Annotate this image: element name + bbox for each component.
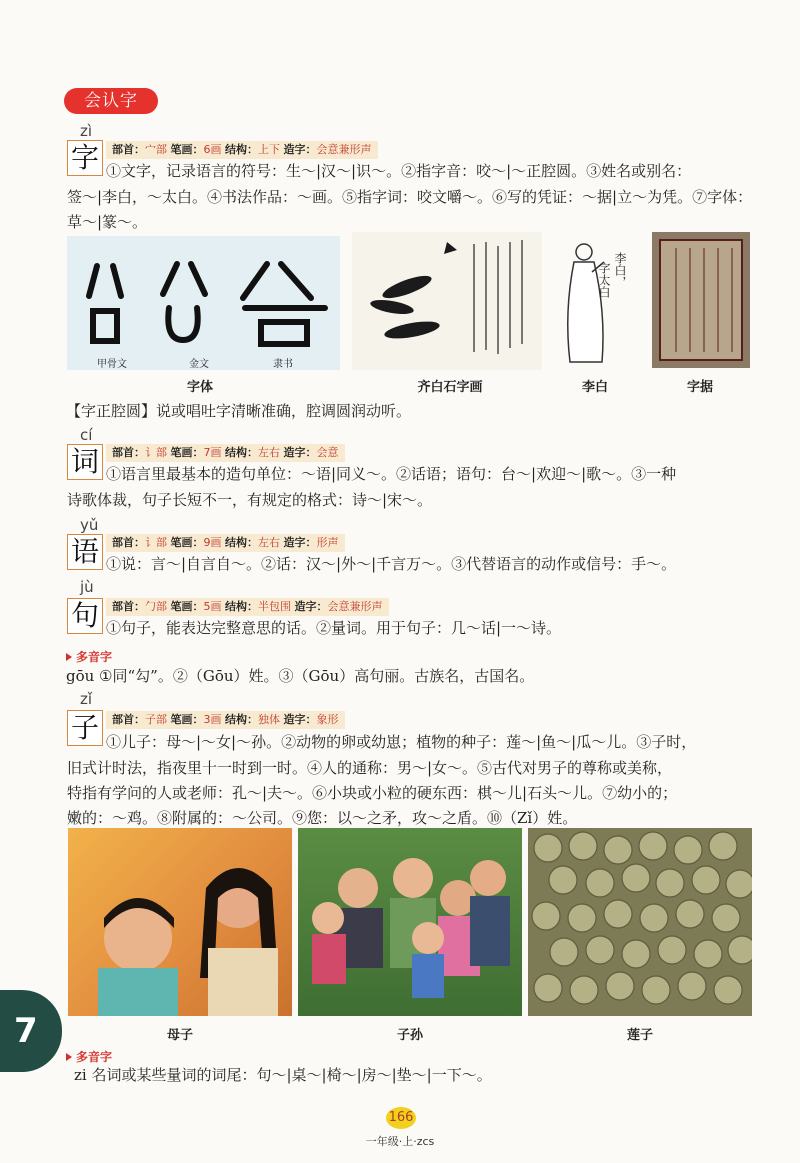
- definition-yu-line1: ①说：言～|自言自～。②话：汉～|外～|千言万～。③代替语言的动作或信号：手～。: [106, 555, 677, 573]
- label-lishu: 隶书: [273, 359, 293, 370]
- caption-muzi: 母子: [166, 1028, 193, 1043]
- photo-lotus-seeds: [528, 828, 752, 1016]
- char-info-zi3: 部首：子部 笔画：3画 结构：独体 造字：象形: [106, 711, 345, 729]
- definition-ju-line1: ①句子，能表达完整意思的话。②量词。用于句子：几～话|一～诗。: [106, 619, 562, 637]
- photo-mother-son: [68, 828, 292, 1016]
- char-box-yu: 语: [67, 534, 103, 570]
- script-evolution-image: [67, 236, 340, 370]
- qibaishi-painting-image: [352, 232, 542, 370]
- definition-zi-line3: 草～|篆～。: [67, 213, 148, 231]
- char-info-ju: 部首：勹部 笔画：5画 结构：半包围 造字：会意兼形声: [106, 598, 389, 616]
- lotus-seeds-illustration: [528, 828, 752, 1016]
- ancient-script-glyphs: [67, 236, 340, 370]
- pinyin-ci: cí: [80, 426, 93, 444]
- definition-ci-line2: 诗歌体裁，句子长短不一，有规定的格式：诗～|宋～。: [67, 491, 433, 509]
- char-box-zi3: 子: [67, 710, 103, 746]
- label-jinwen: 金文: [189, 359, 209, 370]
- old-contract: [652, 232, 750, 368]
- definition-ci-line1: ①语言里最基本的造句单位：～语|同义～。②话语；语句：台～|欢迎～|歌～。③一种: [106, 465, 677, 483]
- char-info-yu: 部首：讠部 笔画：9画 结构：左右 造字：形声: [106, 534, 345, 552]
- pinyin-zi: zì: [80, 122, 93, 140]
- multi-reading-label-zi: 多音字: [66, 1048, 112, 1065]
- pinyin-yu: yǔ: [80, 516, 99, 534]
- definition-zi-line2: 签～|李白，～太白。④书法作品：～画。⑤指字词：咬文嚼～。⑥写的凭证：～据|立～为凭。⑦字体：: [67, 188, 753, 206]
- caption-lianzi: 莲子: [626, 1028, 653, 1043]
- family-illustration: [298, 828, 522, 1016]
- contract-document-image: [652, 232, 750, 368]
- char-box-ci: 词: [67, 444, 103, 480]
- section-title-banner: 会认字: [64, 88, 158, 114]
- caption-libai: 李白: [581, 380, 608, 395]
- chapter-tab: 7: [0, 990, 62, 1072]
- caption-ziti: 字体: [186, 380, 213, 395]
- definition-zi3-line3: 特指有学问的人或老师：孔～|夫～。⑥小块或小粒的硬东西：棋～儿|石头～儿。⑦幼小的；: [67, 784, 678, 802]
- char-box-ju: 句: [67, 598, 103, 634]
- char-info-zi: 部首：宀部 笔画：6画 结构：上下 造字：会意兼形声: [106, 141, 378, 159]
- alt-reading-gou: gōu ①同“勾”。②（Gōu）姓。③（Gōu）高句丽。古族名，古国名。: [66, 667, 535, 685]
- triangle-marker-icon: [66, 1053, 72, 1061]
- photo-family: [298, 828, 522, 1016]
- triangle-marker-icon: [66, 653, 72, 661]
- caption-zhiju: 字据: [686, 380, 713, 395]
- page-number: 166: [386, 1107, 416, 1129]
- definition-zi-line1: ①文字，记录语言的符号：生～|汉～|识～。②指字音：咬～|～正腔圆。③姓名或别名：: [106, 162, 692, 180]
- phrase-zizhengqiangyuan: 【字正腔圆】说或唱吐字清晰准确，腔调圆润动听。: [66, 402, 412, 420]
- definition-zi3-line2: 旧式计时法，指夜里十一时到一时。④人的通称：男～|女～。⑤古代对男子的尊称或美称，: [67, 759, 673, 777]
- label-jiaguwen: 甲骨文: [97, 359, 127, 370]
- footer-text: 一年级·上·zcs: [365, 1135, 435, 1148]
- definition-zi3-line1: ①儿子：母～|～女|～孙。②动物的卵或幼崽；植物的种子：莲～|鱼～|瓜～儿。③子时，: [106, 733, 697, 751]
- pinyin-zi3: zǐ: [80, 690, 93, 708]
- pinyin-ju: jù: [80, 578, 94, 596]
- definition-zi3-line4: 嫩的：～鸡。⑧附属的：～公司。⑨您：以～之矛，攻～之盾。⑩（Zǐ）姓。: [67, 809, 578, 827]
- caption-zisun: 子孙: [396, 1028, 423, 1043]
- char-info-ci: 部首：讠部 笔画：7画 结构：左右 造字：会意: [106, 444, 345, 462]
- libai-note-2: 字太白: [597, 262, 611, 298]
- libai-note-1: 李白，: [613, 252, 627, 288]
- multi-reading-label-ju: 多音字: [66, 648, 112, 665]
- mother-son-illustration: [68, 828, 292, 1016]
- char-box-zi: 字: [67, 140, 103, 176]
- fish-painting: [352, 232, 542, 370]
- caption-qibaishi: 齐白石字画: [417, 380, 483, 395]
- alt-reading-zi-neutral: zi 名词或某些量词的词尾：句～|桌～|椅～|房～|垫～|一下～。: [74, 1066, 492, 1084]
